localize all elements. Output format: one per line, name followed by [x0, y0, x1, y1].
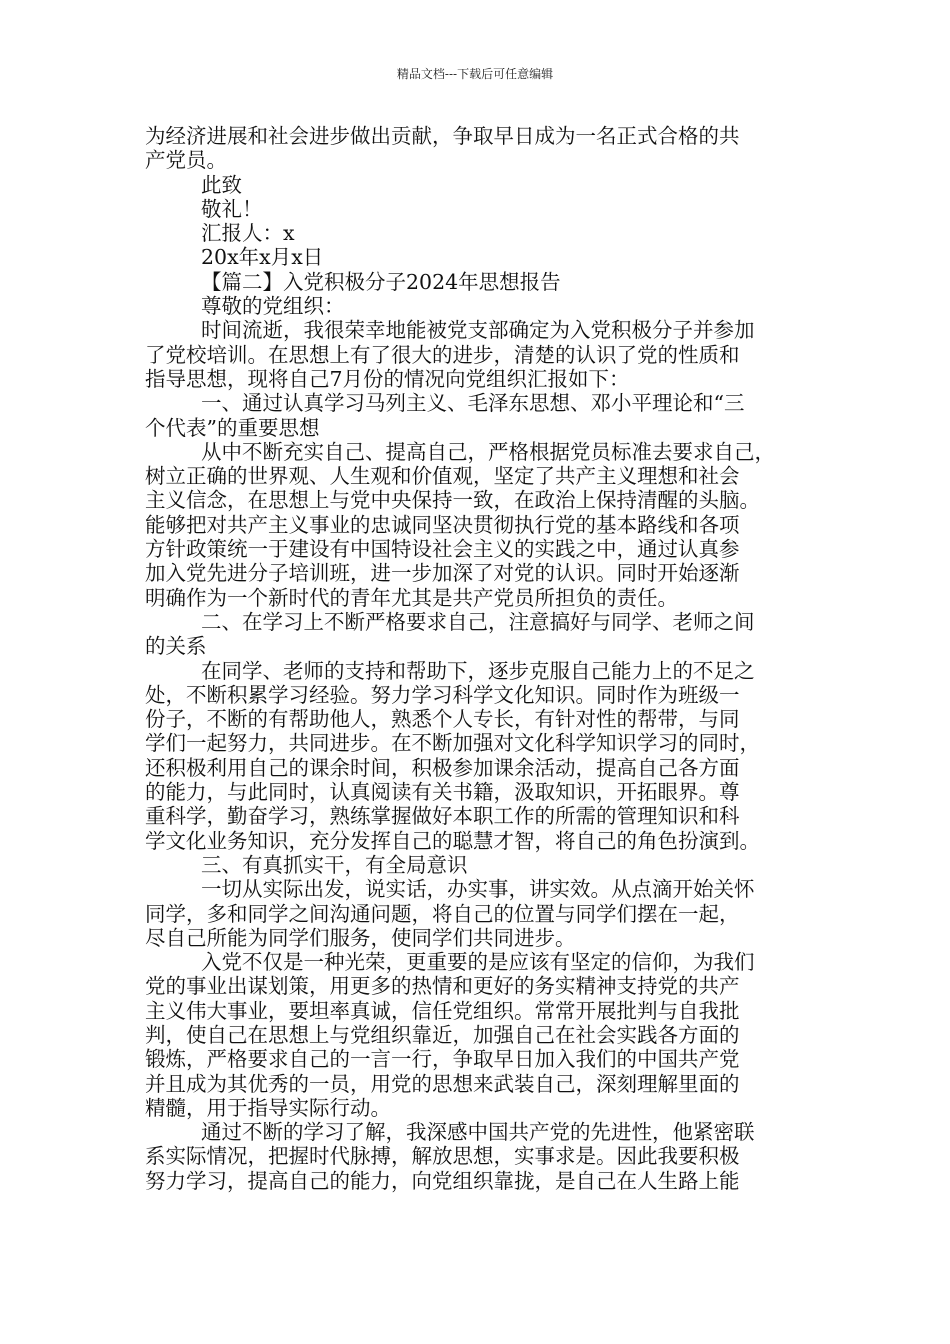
text-line: 入党不仅是一种光荣，更重要的是应该有坚定的信仰，为我们 — [201, 950, 755, 975]
text-line: 在同学、老师的支持和帮助下，逐步克服自己能力上的不足之 — [201, 658, 755, 683]
text-line: 努力学习，提高自己的能力，向党组织靠拢，是自己在人生路上能 — [145, 1168, 740, 1193]
text-line: 的关系 — [145, 634, 207, 659]
text-line: 指导思想，现将自己7月份的情况向党组织汇报如下： — [145, 366, 630, 391]
text-line: 并且成为其优秀的一员，用党的思想来武装自己，深刻理解里面的 — [145, 1071, 740, 1096]
text-line: 产党员。 — [145, 148, 227, 173]
text-line: 二、在学习上不断严格要求自己，注意搞好与同学、老师之间 — [201, 609, 755, 634]
text-line: 处，不断积累学习经验。努力学习科学文化知识。同时作为班级一 — [145, 682, 740, 707]
text-line: 20x年x月x日 — [201, 245, 324, 270]
text-line: 一、通过认真学习马列主义、毛泽东思想、邓小平理论和“三 — [201, 391, 745, 416]
text-line: 通过不断的学习了解，我深感中国共产党的先进性，他紧密联 — [201, 1120, 755, 1145]
text-line: 个代表”的重要思想 — [145, 415, 320, 440]
text-line: 此致 — [201, 172, 242, 197]
document-body — [145, 124, 810, 1193]
text-line: 锻炼，严格要求自己的一言一行，争取早日加入我们的中国共产党 — [145, 1047, 740, 1072]
text-line: 时间流逝，我很荣幸地能被党支部确定为入党积极分子并参加 — [201, 318, 755, 343]
text-line: 明确作为一个新时代的青年尤其是共产党员所担负的责任。 — [145, 585, 678, 610]
text-line: 党的事业出谋划策，用更多的热情和更好的务实精神支持党的共产 — [145, 974, 740, 999]
text-line: 判，使自己在思想上与党组织靠近，加强自己在社会实践各方面的 — [145, 1022, 740, 1047]
text-line: 加入党先进分子培训班，进一步加深了对党的认识。同时开始逐渐 — [145, 561, 740, 586]
text-line: 树立正确的世界观、人生观和价值观，坚定了共产主义理想和社会 — [145, 464, 740, 489]
text-line: 一切从实际出发，说实话，办实事，讲实效。从点滴开始关怀 — [201, 877, 755, 902]
text-line: 汇报人：x — [201, 221, 295, 246]
text-line: 主义伟大事业，要坦率真诚，信任党组织。常常开展批判与自我批 — [145, 998, 740, 1023]
text-line: 还积极利用自己的课余时间，积极参加课余活动，提高自己各方面 — [145, 755, 740, 780]
text-line: 方针政策统一于建设有中国特设社会主义的实践之中，通过认真参 — [145, 537, 740, 562]
page-header: 精品文档---下载后可任意编辑 — [396, 67, 554, 81]
text-line: 同学，多和同学之间沟通问题，将自己的位置与同学们摆在一起， — [145, 901, 740, 926]
text-line: 【篇二】入党积极分子2024年思想报告 — [201, 269, 561, 294]
text-line: 尊敬的党组织： — [201, 294, 345, 319]
text-line: 学们一起努力，共同进步。在不断加强对文化科学知识学习的同时， — [145, 731, 760, 756]
text-line: 能够把对共产主义事业的忠诚同坚决贯彻执行党的基本路线和各项 — [145, 512, 740, 537]
text-line: 为经济进展和社会进步做出贡献，争取早日成为一名正式合格的共 — [145, 124, 740, 148]
text-line: 份子，不断的有帮助他人，熟悉个人专长，有针对性的帮带，与同 — [145, 707, 740, 732]
text-line: 三、有真抓实干，有全局意识 — [201, 852, 468, 877]
text-line: 了党校培训。在思想上有了很大的进步，清楚的认识了党的性质和 — [145, 342, 740, 367]
text-line: 系实际情况，把握时代脉搏，解放思想，实事求是。因此我要积极 — [145, 1144, 740, 1169]
text-line: 敬礼！ — [201, 196, 263, 221]
text-line: 尽自己所能为同学们服务，使同学们共同进步。 — [145, 925, 576, 950]
text-line: 学文化业务知识，充分发挥自己的聪慧才智，将自己的角色扮演到。 — [145, 828, 760, 853]
text-line: 的能力，与此同时，认真阅读有关书籍，汲取知识，开拓眼界。尊 — [145, 780, 740, 805]
text-line: 精髓，用于指导实际行动。 — [145, 1095, 391, 1120]
text-line: 主义信念，在思想上与党中央保持一致，在政治上保持清醒的头脑。 — [145, 488, 760, 513]
text-line: 从中不断充实自己、提高自己，严格根据党员标准去要求自己， — [201, 439, 775, 464]
text-line: 重科学，勤奋学习，熟练掌握做好本职工作的所需的管理知识和科 — [145, 804, 740, 829]
